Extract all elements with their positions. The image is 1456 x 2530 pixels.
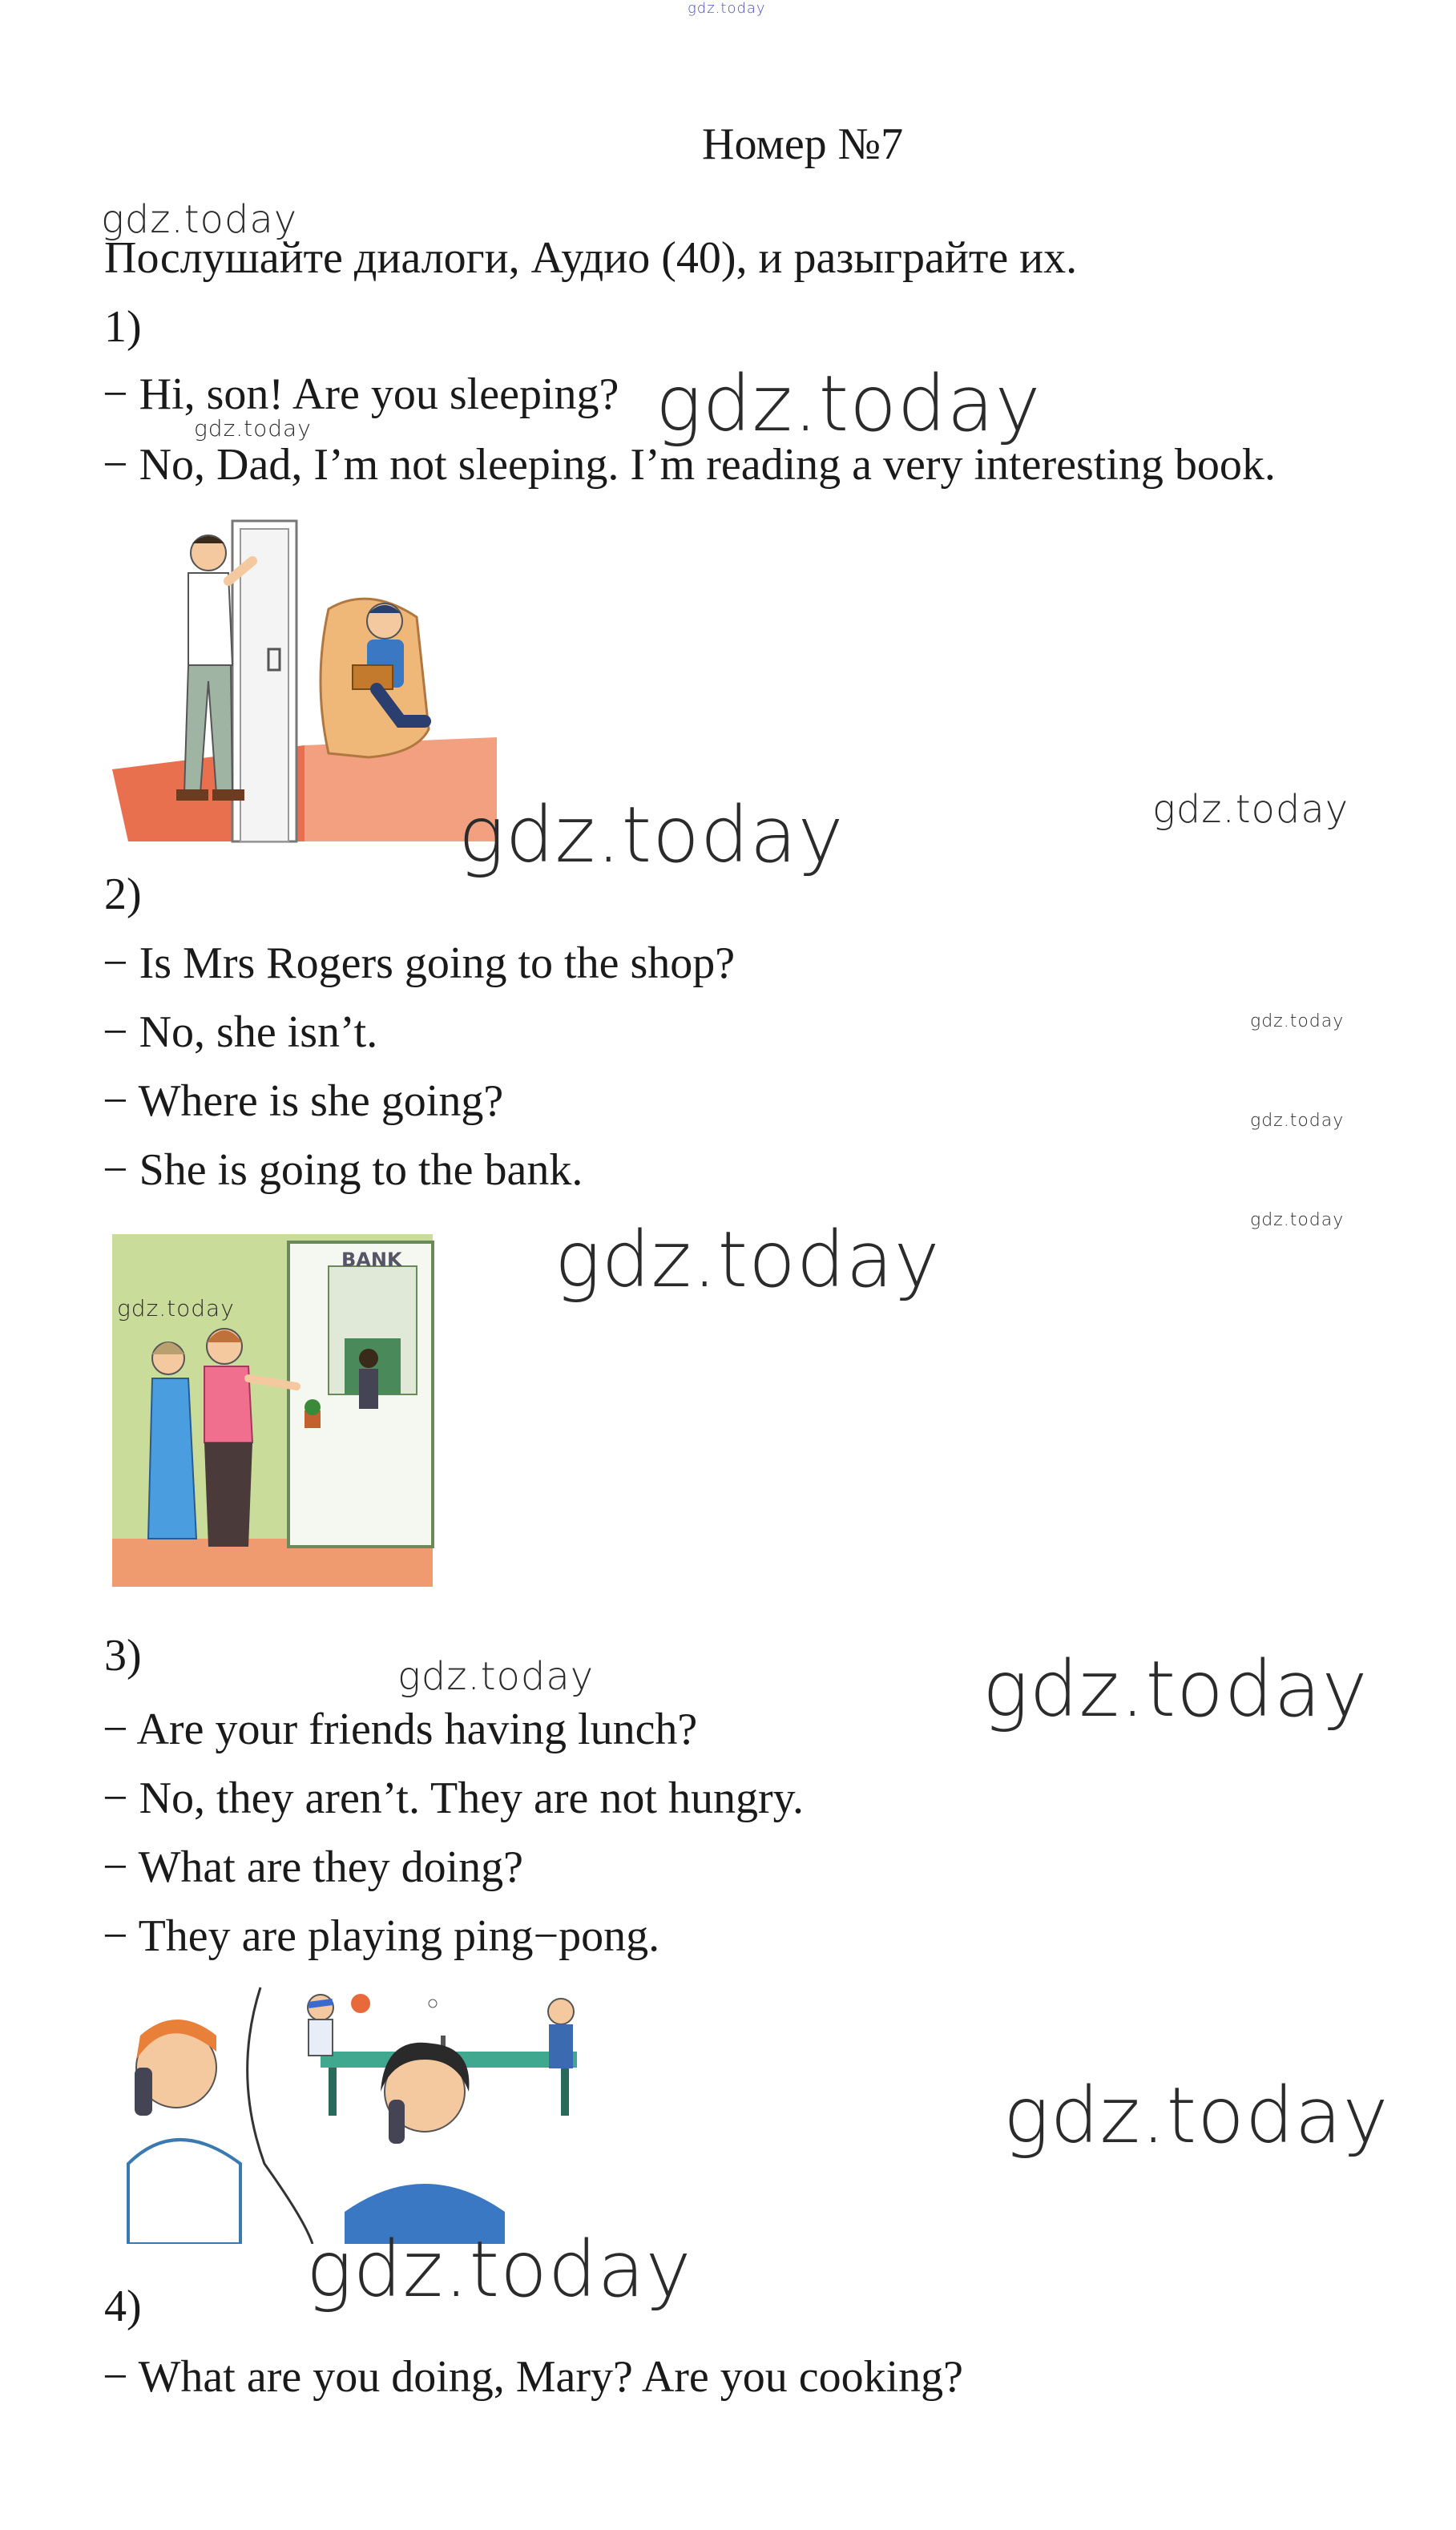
- passerby-head: [359, 1349, 378, 1368]
- player2-body: [549, 2024, 573, 2068]
- watermark-d1: gdz.today: [655, 359, 1042, 449]
- dialog-2-line-4: − She is going to the bank.: [103, 1145, 583, 1195]
- dialog-2-line-2: − No, she isn’t.: [103, 1007, 378, 1057]
- watermark-d2-c: gdz.today: [1250, 1210, 1345, 1230]
- dialog-3-line-1: − Are your friends having lunch?: [103, 1705, 698, 1754]
- dialog-number-1: 1): [104, 302, 142, 352]
- watermark-illu2-small: gdz.today: [117, 1295, 235, 1321]
- phone-right: [389, 2100, 405, 2144]
- watermark-d3-big: gdz.today: [982, 1644, 1369, 1734]
- door: [240, 529, 288, 841]
- watermark-illu2: gdz.today: [555, 1215, 941, 1305]
- watermark-d3-mid: gdz.today: [397, 1654, 595, 1699]
- page-title: Номер №7: [702, 119, 904, 169]
- ball: [429, 1999, 437, 2007]
- table-leg-right: [561, 2068, 569, 2116]
- dialog-3-line-2: − No, they aren’t. They are not hungry.: [103, 1773, 804, 1823]
- player2-head: [548, 1999, 574, 2024]
- woman2-skirt: [204, 1443, 252, 1547]
- illustration-bank: [112, 1218, 449, 1611]
- watermark-top: gdz.today: [688, 0, 766, 17]
- woman1-dress: [148, 1378, 196, 1539]
- dialog-1-line-1: − Hi, son! Are you sleeping?: [103, 369, 619, 419]
- watermark-illu1-right: gdz.today: [1152, 787, 1349, 832]
- watermark-d2-a: gdz.today: [1250, 1011, 1345, 1031]
- dialog-2-line-1: − Is Mrs Rogers going to the shop?: [103, 938, 736, 988]
- dialog-number-4: 4): [104, 2282, 142, 2331]
- watermark-header: gdz.today: [101, 197, 298, 242]
- watermark-illu3: gdz.today: [1003, 2071, 1389, 2161]
- watermark-d2-b: gdz.today: [1250, 1111, 1345, 1131]
- father-shoe-right: [212, 789, 244, 801]
- passerby-body: [359, 1369, 378, 1409]
- dialog-number-3: 3): [104, 1631, 142, 1681]
- phone-left: [135, 2068, 152, 2116]
- dialog-2-line-3: − Where is she going?: [103, 1076, 504, 1126]
- instruction-text: Послушайте диалоги, Аудио (40), и разыграйте их.: [104, 233, 1078, 283]
- illustration-ping-pong: [112, 1979, 625, 2244]
- table-leg-left: [329, 2068, 337, 2116]
- father-hair: [192, 536, 224, 543]
- watermark-d1-small: gdz.today: [194, 415, 312, 442]
- dialog-number-2: 2): [104, 870, 142, 919]
- dialog-1-line-2: − No, Dad, I’m not sleeping. I’m reading a very interesting book.: [103, 440, 1276, 490]
- dialog-3-line-4: − They are playing ping−pong.: [103, 1911, 660, 1961]
- plant: [305, 1399, 321, 1415]
- dialog-3-line-3: − What are they doing?: [103, 1842, 524, 1892]
- father-shirt: [188, 573, 232, 669]
- boy-caller-shirt: [128, 2140, 240, 2244]
- father-shoe-left: [176, 789, 208, 801]
- bank-sign: BANK: [341, 1249, 402, 1271]
- player1-cap: [309, 2002, 333, 2005]
- dialog-4-line-1: − What are you doing, Mary? Are you cooking?: [103, 2352, 964, 2402]
- watermark-illu1: gdz.today: [458, 790, 845, 880]
- watermark-d4: gdz.today: [306, 2225, 692, 2314]
- illustration-father-son: [112, 505, 497, 849]
- player1-body: [309, 2020, 333, 2056]
- paddle: [351, 1994, 370, 2013]
- divider-curve: [248, 1987, 313, 2244]
